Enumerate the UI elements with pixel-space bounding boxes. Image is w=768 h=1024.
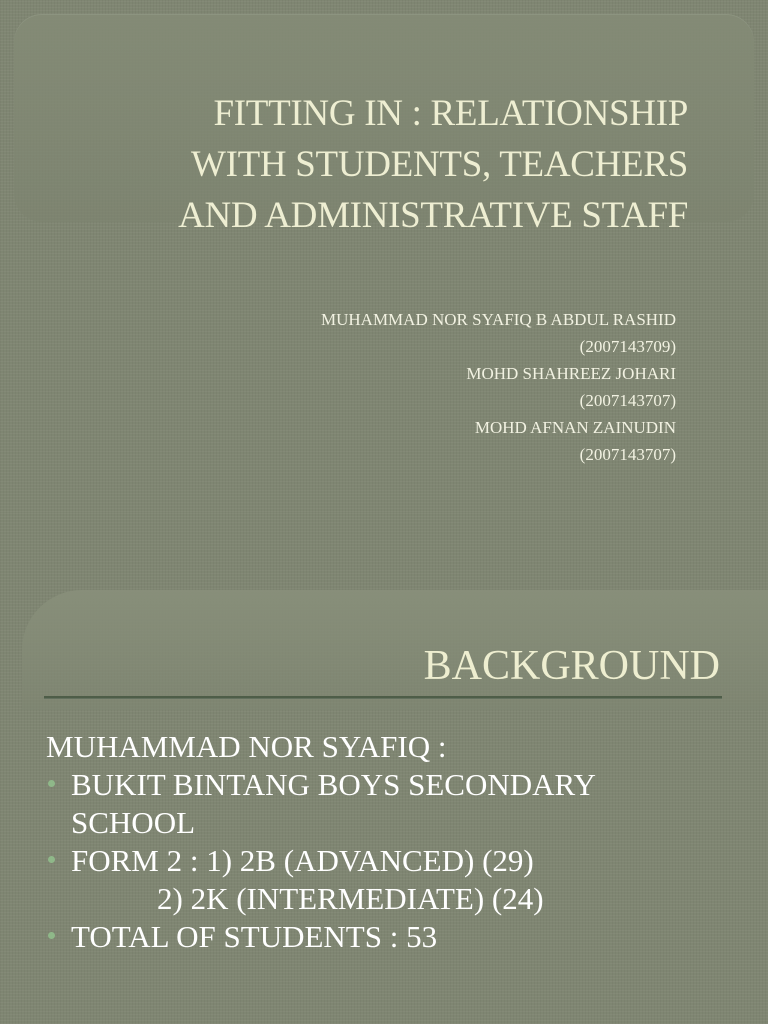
list-item xyxy=(46,842,726,918)
author-id: (2007143707) xyxy=(579,445,676,464)
heading-divider xyxy=(44,696,722,699)
bullet-icon xyxy=(48,780,55,787)
bullet-icon xyxy=(48,932,55,939)
slide-heading: BACKGROUND xyxy=(423,643,720,689)
bullet-text: FORM 2 : 1) 2B (ADVANCED) (29) xyxy=(71,843,534,878)
author-name: MOHD SHAHREEZ JOHARI xyxy=(466,364,676,383)
bullet-text: TOTAL OF STUDENTS : 53 xyxy=(71,919,438,954)
title-line: WITH STUDENTS, TEACHERS xyxy=(190,144,688,185)
background-slide xyxy=(0,512,768,1024)
bullet-text: BUKIT BINTANG BOYS SECONDARY xyxy=(71,767,596,802)
list-item xyxy=(46,918,726,956)
author-name: MOHD AFNAN ZAINUDIN xyxy=(474,418,676,437)
title-line: AND ADMINISTRATIVE STAFF xyxy=(178,195,688,236)
title-line: FITTING IN : RELATIONSHIP xyxy=(213,93,688,134)
bullet-text-continued: SCHOOL xyxy=(71,805,196,840)
author-id: (2007143709) xyxy=(579,337,676,356)
author-name: MUHAMMAD NOR SYAFIQ B ABDUL RASHID xyxy=(321,310,676,329)
author-list xyxy=(116,306,676,468)
slide-body xyxy=(46,728,726,956)
intro-text: MUHAMMAD NOR SYAFIQ : xyxy=(46,729,447,764)
author-id: (2007143707) xyxy=(579,391,676,410)
bullet-text-continued: 2) 2K (INTERMEDIATE) (24) xyxy=(157,881,544,916)
list-item xyxy=(46,766,726,842)
bullet-icon xyxy=(48,856,55,863)
bullet-list xyxy=(46,766,726,956)
slide-title xyxy=(40,88,688,241)
